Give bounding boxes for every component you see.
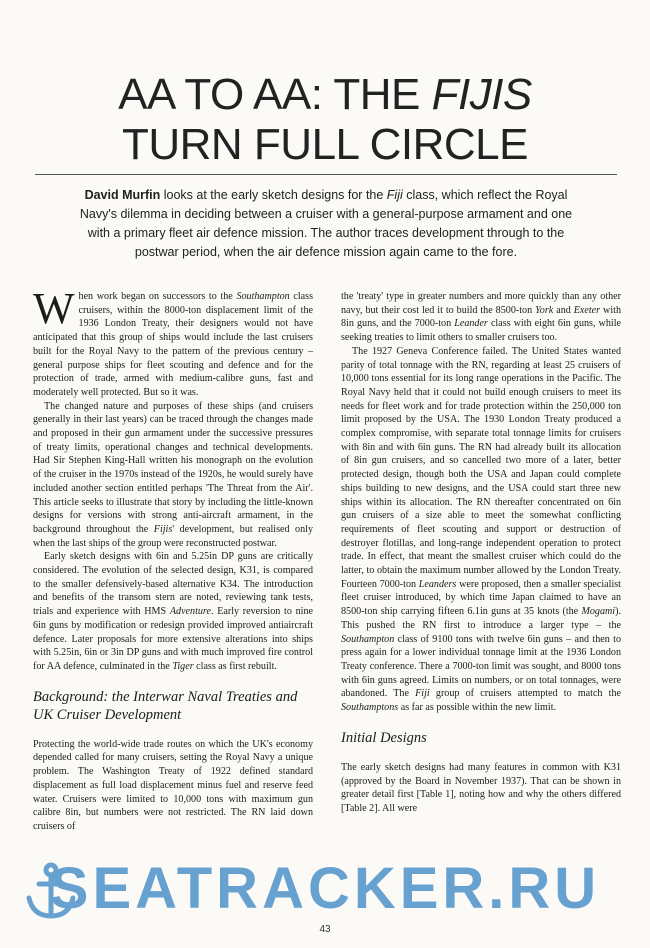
text-run: the 'treaty' type in greater numbers and more quickly than any other navy, but their cost led it to build the 8500-ton [341, 291, 621, 316]
spacer [341, 715, 621, 729]
body-paragraph: Protecting the world-wide trade routes on which the UK's economy depended called for many cruisers, setting the Royal Navy a unique problem. The Washington Treaty of 1922 defined standard displacement as full load displacement minus fuel and reserve feed water. Cruisers were limited to 10,000 tons with maximum gun calibre 8in, but numbers were not restricted. The RN laid down cruisers of [33, 738, 313, 832]
ship-name: Adventure [169, 606, 211, 618]
anchor-icon [21, 862, 81, 922]
ship-class-name: Southamptons [341, 702, 399, 714]
ship-name: York [535, 304, 554, 316]
section-heading-background: Background: the Interwar Naval Treaties and UK Cruiser Development [33, 688, 298, 723]
author-name: David Murfin [84, 188, 161, 202]
body-paragraph: The early sketch designs had many features in common with K31 (approved by the Board in November 1937). That can be shown in greater detail first [Table 1], noting how and why the others differed [Table 2]. All were [341, 761, 621, 814]
watermark-text: SEATRACKER.RU [49, 856, 601, 921]
ship-class-name: Tiger [172, 660, 194, 672]
text-run: group of cruisers attempted to match the [429, 688, 621, 700]
title-line-1: AA TO AA: THE [118, 70, 420, 119]
text-run: were proposed, then a smaller specialist fleet cruiser introduced, by which time Japan claimed to have an 8500-ton ship carrying fifteen 6.1in guns at 35 knots (the [341, 578, 621, 618]
article-title [0, 70, 650, 170]
ship-class-name: Southampton [236, 291, 290, 302]
spacer [341, 747, 621, 761]
body-paragraph [341, 345, 621, 715]
title-italic-fijis: FIJIS [431, 70, 532, 119]
standfirst-text: looks at the early sketch designs for the [160, 188, 387, 202]
ship-class-name: Fiji [415, 688, 430, 700]
standfirst-text-end: class, which reflect the Royal Navy's dilemma in deciding between a cruiser with a general-purpose armament and one with a primary fleet air defence mission. The author traces development through to the postwar period, when the air defence mission again came to the fore. [79, 188, 573, 259]
text-run: The 1927 Geneva Conference failed. The United States wanted parity of total tonnage with the RN, regarding at least 25 cruisers of 10,000 tons essential for its long range operations in the Pacific. The Royal Navy held that it could not build enough cruisers to meet its needs for fleet work and for trade protection within the 250,000 ton limit proposed by the USA. The 1930 London Treaty produced a complex compromise, with separate total tonnage limits for cruisers with 8in and with 6in guns. The RN had already built its allocation of 8in gun cruisers, and so cancelled two more of a later, better protected design, though both the USA and Japan could complete ships building to new designs, and the USA could start three new ships within its allocation. The RN thereafter concentrated on 6in gun cruisers of a size able to meet the somewhat conflicting requirements of fleet scouting and support or destruction of destroyer flotillas, and long-range independent operation to protect trade. In effect, that meant the smallest cruiser which could do the latter, to obtain the maximum number allowed by the London Treaty. Fourteen 7000-ton [341, 345, 621, 590]
title-rule [35, 174, 617, 175]
ship-name: Exeter [573, 304, 601, 316]
ship-class-name: Leander [454, 318, 488, 330]
text-run: and [553, 304, 574, 316]
text-run: class with eight 6in guns, while seeking treaties to limit others to smaller cruisers too. [341, 318, 621, 344]
body-paragraph [33, 284, 313, 400]
text-run: as far as possible within the new limit. [398, 702, 557, 714]
spacer [33, 724, 313, 738]
text-run: class cruisers, within the 8000-ton displacement limit of the 1936 London Treaty, their designers would not have anticipated that this group of ships would include the last cruisers built for the Royal Navy to the pattern of the previous century – general purpose ships for fleet scouting and defence and for the protection of trade, armed with medium-calibre guns, fast and moderately well protected. But so it was. [33, 291, 313, 398]
standfirst [78, 186, 574, 262]
text-run: with 8in guns, and the 7000-ton [341, 304, 622, 330]
title-line-2: TURN FULL CIRCLE [122, 120, 528, 169]
standfirst-italic: Fiji [386, 188, 403, 202]
ship-name: Mogami [581, 606, 616, 618]
ship-class-name: Leanders [418, 578, 457, 590]
text-run: ). This pushed the RN first to introduce a larger type – the [341, 606, 621, 631]
text-run: ' development, but realised only when the last ships of the group were reconstructed postwar. [33, 523, 313, 549]
left-column [33, 284, 313, 834]
watermark [15, 858, 635, 920]
body-paragraph [33, 550, 313, 673]
ship-class-name: Southampton [341, 633, 395, 645]
ship-class-name: Fijis [153, 523, 173, 535]
text-run: class as first rebuilt. [193, 660, 277, 672]
spacer [33, 674, 313, 688]
section-heading-initial-designs: Initial Designs [341, 729, 427, 746]
body-paragraph [33, 400, 313, 551]
right-column [341, 290, 621, 816]
text-run: . Early reversion to nine 6in guns by modification or redesign provided improved antiaircraft defence. Later proposals for more extensive alterations into ships with 5.25in, 6in or 3in DP guns and with much improved fire control for AA defence, culminated in the [33, 606, 313, 672]
drop-cap: W [33, 284, 75, 333]
body-paragraph [341, 290, 621, 345]
text-run: Early sketch designs with 6in and 5.25in DP guns are critically considered. The evolution of the selected design, K31, is compared to the smaller defensively-based alternative K34. The introduction and benefits of the transom stern are noted, reviewing tank tests, trials and experience with HMS [33, 551, 313, 618]
page-number: 43 [319, 924, 331, 935]
text-run: class of 9100 tons with twelve 6in guns – and then to press again for a lower individual tonnage limit at the 1936 London Treaty conference. There a 7000-ton limit was sought, and 8000 tons with 6in guns agreed. Limits on numbers, or on total tonnages, were abandoned. The [341, 633, 621, 700]
text-run: The changed nature and purposes of these ships (and cruisers generally in their last years) can be traced through the changes made and proposed in their gun armament under the successive pressures of treaty limits, operational changes and technical developments. Had Sir Stephen King-Hall written his monograph on the evolution of the cruiser in the 1970s instead of the 1920s, he would surely have included another section entitled perhaps 'The Threat from the Air'. This article seeks to illustrate that story by including the little-known designs for versions with strong anti-aircraft armament, in the background throughout the [33, 400, 313, 535]
text-run: hen work began on successors to the [78, 291, 237, 302]
